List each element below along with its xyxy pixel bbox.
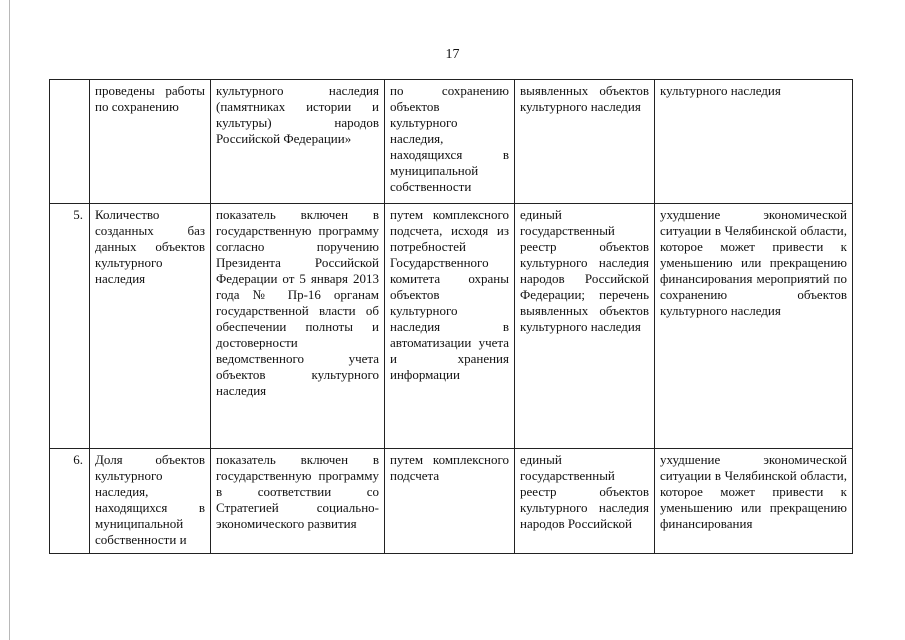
table-row [50, 449, 853, 554]
indicator-cell: проведены работы по сохранению [90, 80, 211, 204]
method-cell: по сохранению объектов культурного наследия, находящихся в муниципальной собственности [385, 80, 515, 204]
indicator-cell: Количество созданных баз данных объектов культурного наследия [90, 204, 211, 449]
indicator-cell: Доля объектов культурного наследия, находящихся в муниципальной собственности и [90, 449, 211, 554]
method-cell: путем комплексного подсчета [385, 449, 515, 554]
risks-cell: ухудшение экономической ситуации в Челябинской области, которое может привести к уменьшению или прекращению финансирования мероприятий по сохранению объектов культурного наследия [655, 204, 853, 449]
definition-cell: культурного наследия (памятниках истории и культуры) народов Российской Федерации» [211, 80, 385, 204]
row-number [50, 80, 90, 204]
definition-cell: показатель включен в государственную программу согласно поручению Президента Российской Федерации от 5 января 2013 года № Пр-16 органам государственной власти об обеспечении полноты и достоверности ведомственного учета объектов культурного наследия [211, 204, 385, 449]
method-cell: путем комплексного подсчета, исходя из потребностей Государственного комитета охраны объектов культурного наследия в автоматизации учета и хранения информации [385, 204, 515, 449]
table-row [50, 80, 853, 204]
definition-cell: показатель включен в государственную программу в соответствии со Стратегией социально-экономического развития [211, 449, 385, 554]
scan-edge-line [9, 0, 10, 640]
risks-cell: культурного наследия [655, 80, 853, 204]
row-number: 6. [50, 449, 90, 554]
page-number: 17 [445, 47, 460, 62]
source-cell: выявленных объектов культурного наследия [515, 80, 655, 204]
table-row [50, 204, 853, 449]
source-cell: единый государственный реестр объектов культурного наследия народов Российской [515, 449, 655, 554]
source-cell: единый государственный реестр объектов культурного наследия народов Российской Федерации; перечень выявленных объектов культурного наследия [515, 204, 655, 449]
risks-cell: ухудшение экономической ситуации в Челябинской области, которое может привести к уменьшению или прекращению финансирования [655, 449, 853, 554]
indicators-table [49, 79, 853, 554]
row-number: 5. [50, 204, 90, 449]
